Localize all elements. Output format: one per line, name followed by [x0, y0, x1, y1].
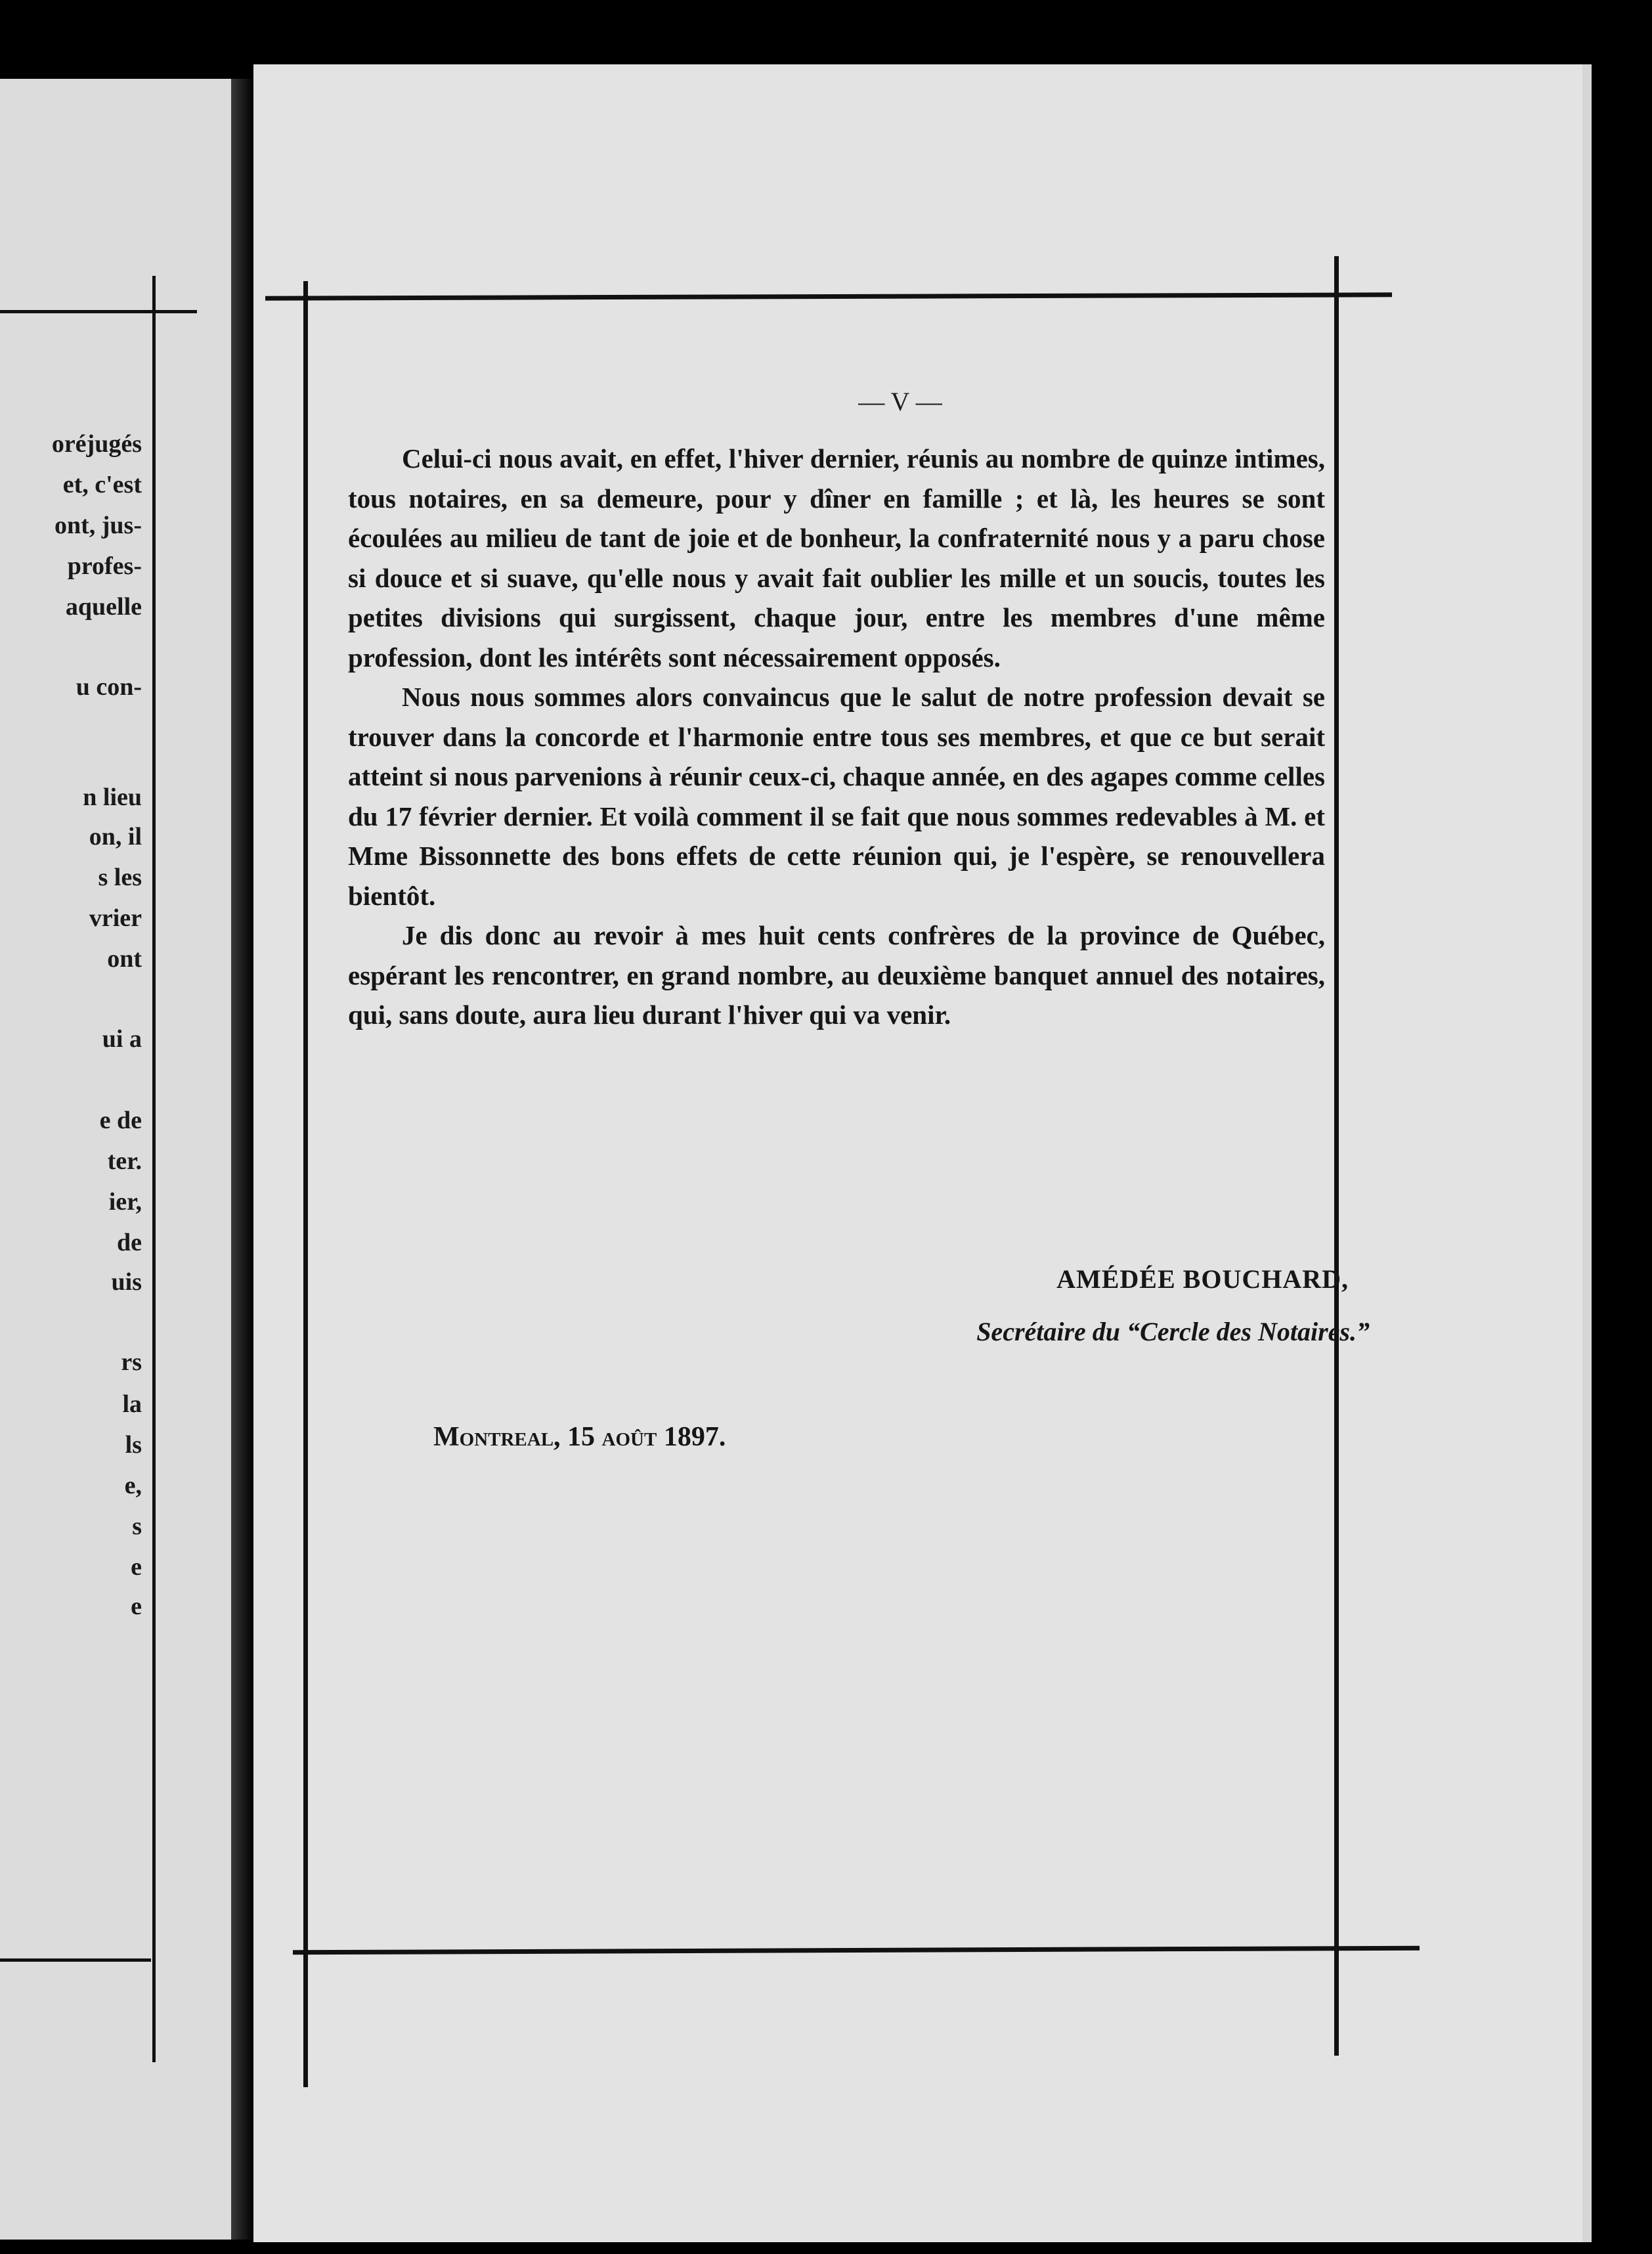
left-text-fragment: ont, jus-	[54, 512, 142, 539]
left-text-fragment: la	[122, 1390, 142, 1418]
left-text-fragment: s	[132, 1513, 142, 1540]
left-frame-bottom-rule	[0, 1958, 151, 1962]
left-text-fragment: profes-	[67, 552, 142, 580]
left-text-fragment: ui a	[102, 1025, 142, 1053]
page-number: — V —	[858, 387, 942, 416]
left-text-fragment: e	[131, 1593, 142, 1620]
left-text-fragment: u con-	[76, 673, 142, 701]
left-text-fragment: e de	[99, 1107, 142, 1134]
left-text-fragment: uis	[111, 1268, 142, 1296]
frame-left-rule	[303, 281, 308, 2087]
left-text-fragment: n lieu	[83, 784, 142, 811]
body-text	[348, 439, 1325, 1035]
left-text-fragment: e,	[124, 1472, 142, 1499]
left-text-fragment: on, il	[89, 823, 142, 851]
signature-name: AMÉDÉE BOUCHARD,	[1056, 1264, 1349, 1294]
left-text-fragment: rs	[121, 1348, 142, 1376]
left-text-fragment: et, c'est	[62, 471, 142, 498]
left-text-fragment: vrier	[89, 904, 142, 932]
paragraph: Je dis donc au revoir à mes huit cents confrères de la province de Québec, espérant les rencontrer, en grand nombre, au deuxième banquet annuel des notaires, qui, sans doute, aura lieu durant l'hiver qui va venir.	[348, 920, 1325, 1030]
left-text-fragment: oréjugés	[51, 430, 142, 458]
left-text-fragment: aquelle	[65, 593, 142, 621]
left-text-fragment: ier,	[108, 1188, 142, 1216]
place-date: Montreal, 15 août 1897.	[433, 1422, 726, 1452]
left-text-fragment: ls	[125, 1431, 142, 1459]
left-text-fragment: de	[117, 1229, 142, 1256]
left-frame-right-rule	[152, 276, 156, 2062]
left-text-fragment: s les	[98, 864, 142, 891]
left-frame-top-rule	[0, 310, 197, 313]
page-edge	[1582, 64, 1592, 2242]
frame-top-rule	[265, 292, 1392, 300]
main-page	[253, 64, 1582, 2242]
page-gutter-shadow	[231, 79, 253, 2240]
paragraph: Celui-ci nous avait, en effet, l'hiver dernier, réunis au nombre de quinze intimes, tous notaires, en sa demeure, pour y dîner en famille ; et là, les heures se sont écoulées au milieu de tant de joie et de bonheur, la confraternité nous y a paru chose si douce et si suave, qu'elle nous y avait fait oublier les mille et un soucis, toutes les petites divisions qui surgissent, chaque jour, entre les membres d'une même profession, dont les intérêts sont nécessairement opposés.	[348, 443, 1325, 673]
left-text-fragment: ter.	[107, 1147, 142, 1175]
frame-bottom-rule	[293, 1946, 1420, 1955]
paragraph: Nous nous sommes alors convaincus que le salut de notre profession devait se trouver dans la concorde et l'harmonie entre tous ses membres, et que ce but serait atteint si nous parvenions à réunir ceux-ci, chaque année, en des agapes comme celles du 17 février dernier. Et voilà comment il se fait que nous sommes redevables à M. et Mme Bissonnette des bons effets de cette réunion qui, je l'espère, se renouvellera bientôt.	[348, 682, 1325, 911]
left-text-fragment: ont	[107, 945, 142, 973]
left-facing-page	[0, 79, 231, 2240]
signature-title: Secrétaire du “Cercle des Notaires.”	[976, 1317, 1370, 1346]
frame-right-rule	[1334, 256, 1339, 2056]
left-text-fragment: e	[131, 1553, 142, 1581]
